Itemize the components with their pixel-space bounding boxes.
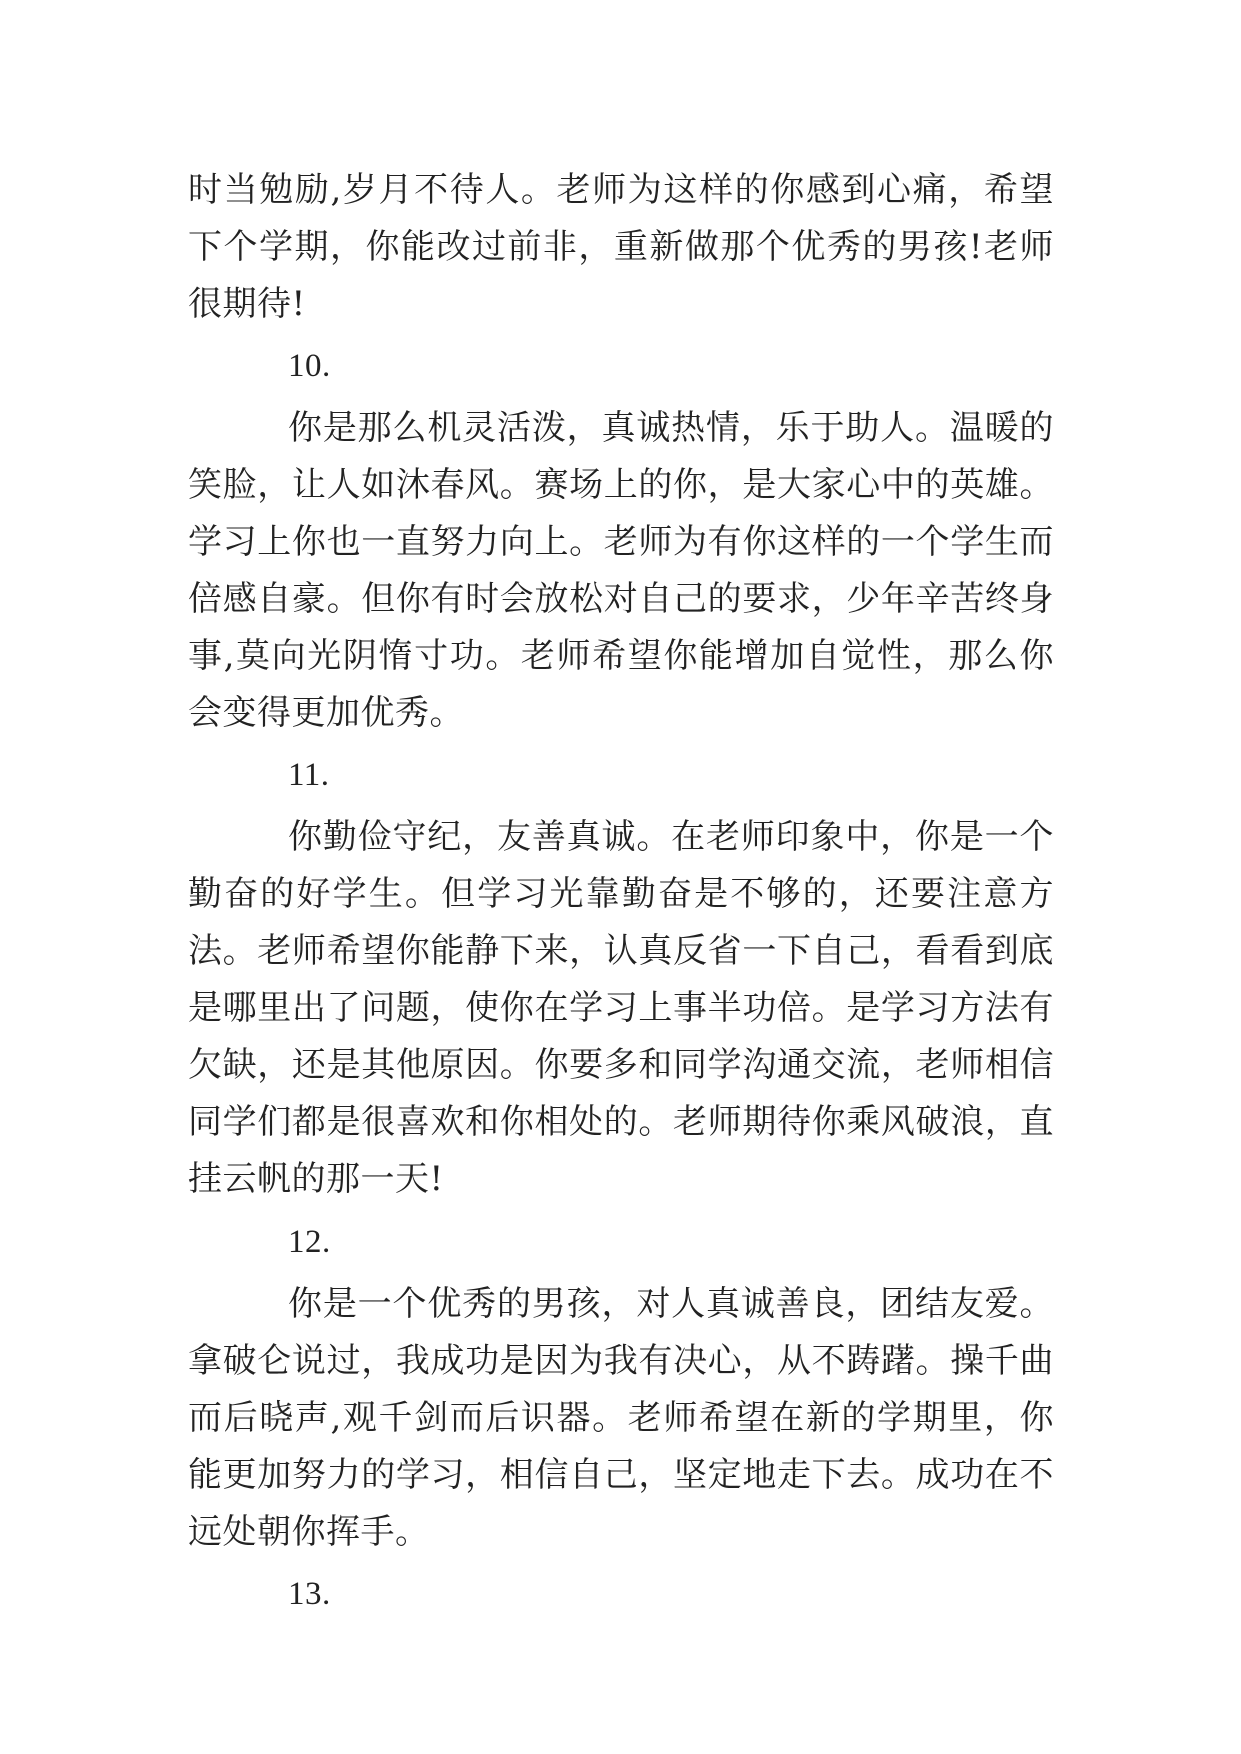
item-number-11: 11. bbox=[288, 757, 330, 793]
paragraph-12: 你是一个优秀的男孩，对人真诚善良，团结友爱。拿破仑说过，我成功是因为我有决心，从不踌躇。操千曲而后晓声,观千剑而后识器。老师希望在新的学期里，你能更加努力的学习，相信自己，坚定地走下去。成功在不远处朝你挥手。 bbox=[188, 1284, 1054, 1552]
item-number-10: 10. bbox=[288, 348, 331, 384]
paragraph-continued: 时当勉励,岁月不待人。老师为这样的你感到心痛，希望下个学期，你能改过前非，重新做那个优秀的男孩!老师很期待! bbox=[188, 170, 1054, 324]
paragraph-10: 你是那么机灵活泼，真诚热情，乐于助人。温暖的笑脸，让人如沐春风。赛场上的你，是大家心中的英雄。学习上你也一直努力向上。老师为有你这样的一个学生而倍感自豪。但你有时会放松对自己的要求，少年辛苦终身事,莫向光阴惰寸功。老师希望你能增加自觉性，那么你会变得更加优秀。 bbox=[188, 408, 1054, 733]
paragraph-11: 你勤俭守纪，友善真诚。在老师印象中，你是一个勤奋的好学生。但学习光靠勤奋是不够的，还要注意方法。老师希望你能静下来，认真反省一下自己，看看到底是哪里出了问题，使你在学习上事半功倍。是学习方法有欠缺，还是其他原因。你要多和同学沟通交流，老师相信同学们都是很喜欢和你相处的。老师期待你乘风破浪，直挂云帆的那一天! bbox=[188, 817, 1054, 1199]
document-body bbox=[188, 162, 1054, 1628]
item-number-12: 12. bbox=[288, 1224, 331, 1260]
item-number-13: 13. bbox=[288, 1576, 331, 1612]
